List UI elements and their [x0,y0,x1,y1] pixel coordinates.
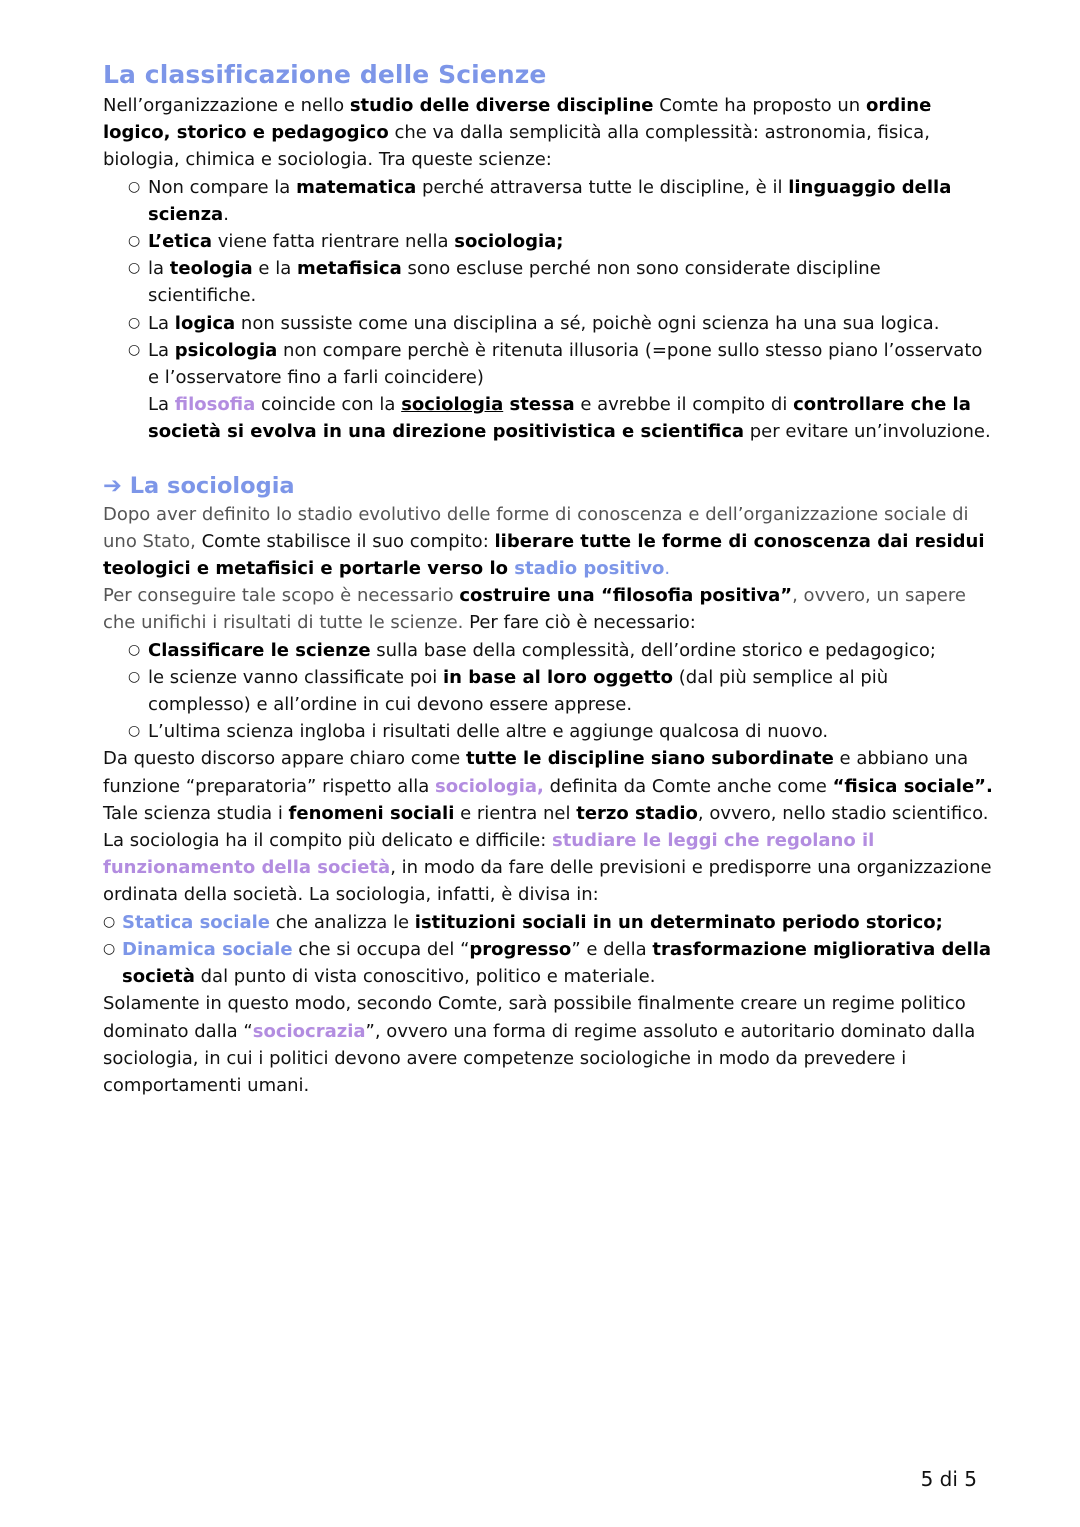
text: ”, ovvero una forma di regime assoluto e autoritario dominato dalla sociologia, in cui i politici devono avere competenze sociologiche in modo da prevedere i comportamenti umani. [103,1020,976,1096]
bold-text: ordine logico, storico e pedagogico [103,95,932,144]
text: La [148,339,175,361]
list-item [103,310,993,337]
bullet-icon: ○ [128,314,141,331]
text: che va dalla semplicità alla complessità: astronomia, fisica, biologia, chimica e sociologia. Tra queste scienze: [103,122,930,171]
bold-text: controllare che la società si evolva in una direzione positivistica e scientifica [148,394,971,443]
bold-text: linguaggio della scienza [148,176,952,225]
bullet-icon: ○ [128,233,141,250]
highlight-text: Statica sociale [122,911,271,933]
text: per evitare un’involuzione. [744,421,991,443]
gray-text: , ovvero, un sapere che unifichi i risultati di tutte le scienze. [103,585,966,634]
paragraph [103,745,993,908]
list-item [103,255,993,309]
bold-text: teologia [169,258,253,280]
text: Comte stabilisce il suo compito: [195,530,495,552]
text: e la [252,258,297,280]
intro-paragraph [103,92,993,174]
text: , ovvero, nello stadio scientifico. La sociologia ha il compito più delicato e difficile: [103,802,989,852]
bold-text: studio delle diverse discipline [349,95,654,116]
paragraph [103,990,993,1099]
bold-text: “fisica sociale”. [832,775,993,797]
steps-list [103,637,993,746]
gray-text: Dopo aver definito lo stadio evolutivo delle forme di conoscenza e dell’organizzazione sociale di uno Stato, [103,503,969,552]
text: e abbiano una funzione “preparatoria” rispetto alla [103,748,969,797]
text: Da questo discorso appare chiaro come [103,748,466,770]
page-number: 5 di 5 [920,1467,977,1491]
paragraph [103,501,993,583]
bold-text: liberare tutte le forme di conoscenza dai residui teologici e metafisici e portarle verso lo [103,530,985,580]
heading-text: La sociologia [129,472,295,499]
highlight-text: Dinamica sociale [122,938,293,960]
sociology-divisions-list [103,909,993,991]
gray-text: Per conseguire tale scopo è necessario [103,585,460,607]
bold-text: sociologia; [454,231,564,253]
text: La [148,312,175,334]
highlight-text: sociocrazia [252,1020,366,1042]
sciences-list [103,174,993,392]
bold-text: trasformazione migliorativa della società [122,938,992,988]
bold-text: matematica [296,176,417,198]
text: viene fatta rientrare nella [211,231,455,253]
list-item [103,909,993,936]
text: non compare perchè è ritenuta illusoria (=pone sullo stesso piano l’osservato e l’osservatore fino a farli coincidere) [148,339,983,389]
bold-text: logica [174,312,236,334]
list-item [103,337,993,391]
text: le scienze vanno classificate poi [148,666,443,688]
bold-text: stessa [503,394,575,416]
text: . [223,203,229,225]
text: non sussiste come una disciplina a sé, poichè ogni scienza ha una sua logica. [235,312,940,334]
text: (dal più semplice al più complesso) e all’ordine in cui devono essere apprese. [148,666,889,716]
text: sulla base della complessità, dell’ordine storico e pedagogico; [370,639,936,661]
list-item [103,174,993,228]
list-item [103,228,993,255]
paragraph [103,582,993,636]
bold-text: tutte le discipline siano subordinate [465,748,834,770]
bullet-icon: ○ [128,723,141,740]
bold-text: costruire una “filosofia positiva” [459,585,793,607]
text: ” e della [571,938,653,960]
bullet-icon: ○ [103,940,116,957]
list-item [103,936,993,990]
bold-text: L’etica [148,231,212,253]
text: , in modo da fare delle previsioni e predisporre una organizzazione ordinata della società. La sociologia, infatti, è divisa in: [103,857,992,906]
text: e avrebbe il compito di [574,394,794,416]
underlined-bold-text: sociologia [401,394,504,416]
bold-text: in base al loro oggetto [443,666,674,688]
bold-text: istituzioni sociali in un determinato periodo storico; [414,911,943,933]
text: perché attraversa tutte le discipline, è il [416,176,789,198]
text: L’ultima scienza ingloba i risultati delle altre e aggiunge qualcosa di nuovo. [148,721,829,743]
bullet-icon: ○ [128,260,141,277]
bullet-icon: ○ [128,178,141,195]
text: sono escluse perché non sono considerate discipline scientifiche. [148,258,881,307]
text: la [148,258,170,280]
text: Comte ha proposto un [653,95,866,116]
highlight-text: sociologia, [435,775,544,797]
text: dal punto di vista conoscitivo, politico e materiale. [194,966,656,988]
text: che analizza le [270,911,415,933]
bullet-icon: ○ [103,913,116,930]
filosofia-paragraph [103,391,993,445]
arrow-icon: ➔ [103,472,122,499]
text: . [664,558,671,580]
highlight-text: filosofia [174,394,256,416]
list-item [103,637,993,664]
highlight-text: stadio positivo [514,558,665,580]
text: Tale scienza studia i [103,802,289,824]
text: che si occupa del “ [292,938,470,960]
text: coincide con la [255,394,402,416]
document-page [103,58,993,1099]
section-title-sociologia [103,471,993,501]
bold-text: fenomeni sociali [288,802,455,824]
bold-text: progresso [469,938,572,960]
text: definita da Comte anche come [543,775,833,797]
bullet-icon: ○ [128,641,141,658]
bullet-icon: ○ [128,668,141,685]
highlight-text: studiare le leggi che regolano il funzionamento della società [103,830,875,879]
list-item [103,718,993,745]
section-title-classificazione: La classificazione delle Scienze [103,60,547,89]
text: e rientra nel [454,802,577,824]
bold-text: metafisica [296,258,402,280]
bold-text: Classificare le scienze [148,639,371,661]
bold-text: psicologia [174,339,278,361]
list-item [103,664,993,718]
text: Per fare ciò è necessario: [463,612,696,634]
text: La [148,394,175,416]
text: Nell’organizzazione e nello [103,95,350,116]
bullet-icon: ○ [128,341,141,358]
text: Non compare la [148,176,297,198]
text: Solamente in questo modo, secondo Comte, sarà possibile finalmente creare un regime politico dominato dalla “ [103,993,966,1042]
bold-text: terzo stadio [576,802,698,824]
